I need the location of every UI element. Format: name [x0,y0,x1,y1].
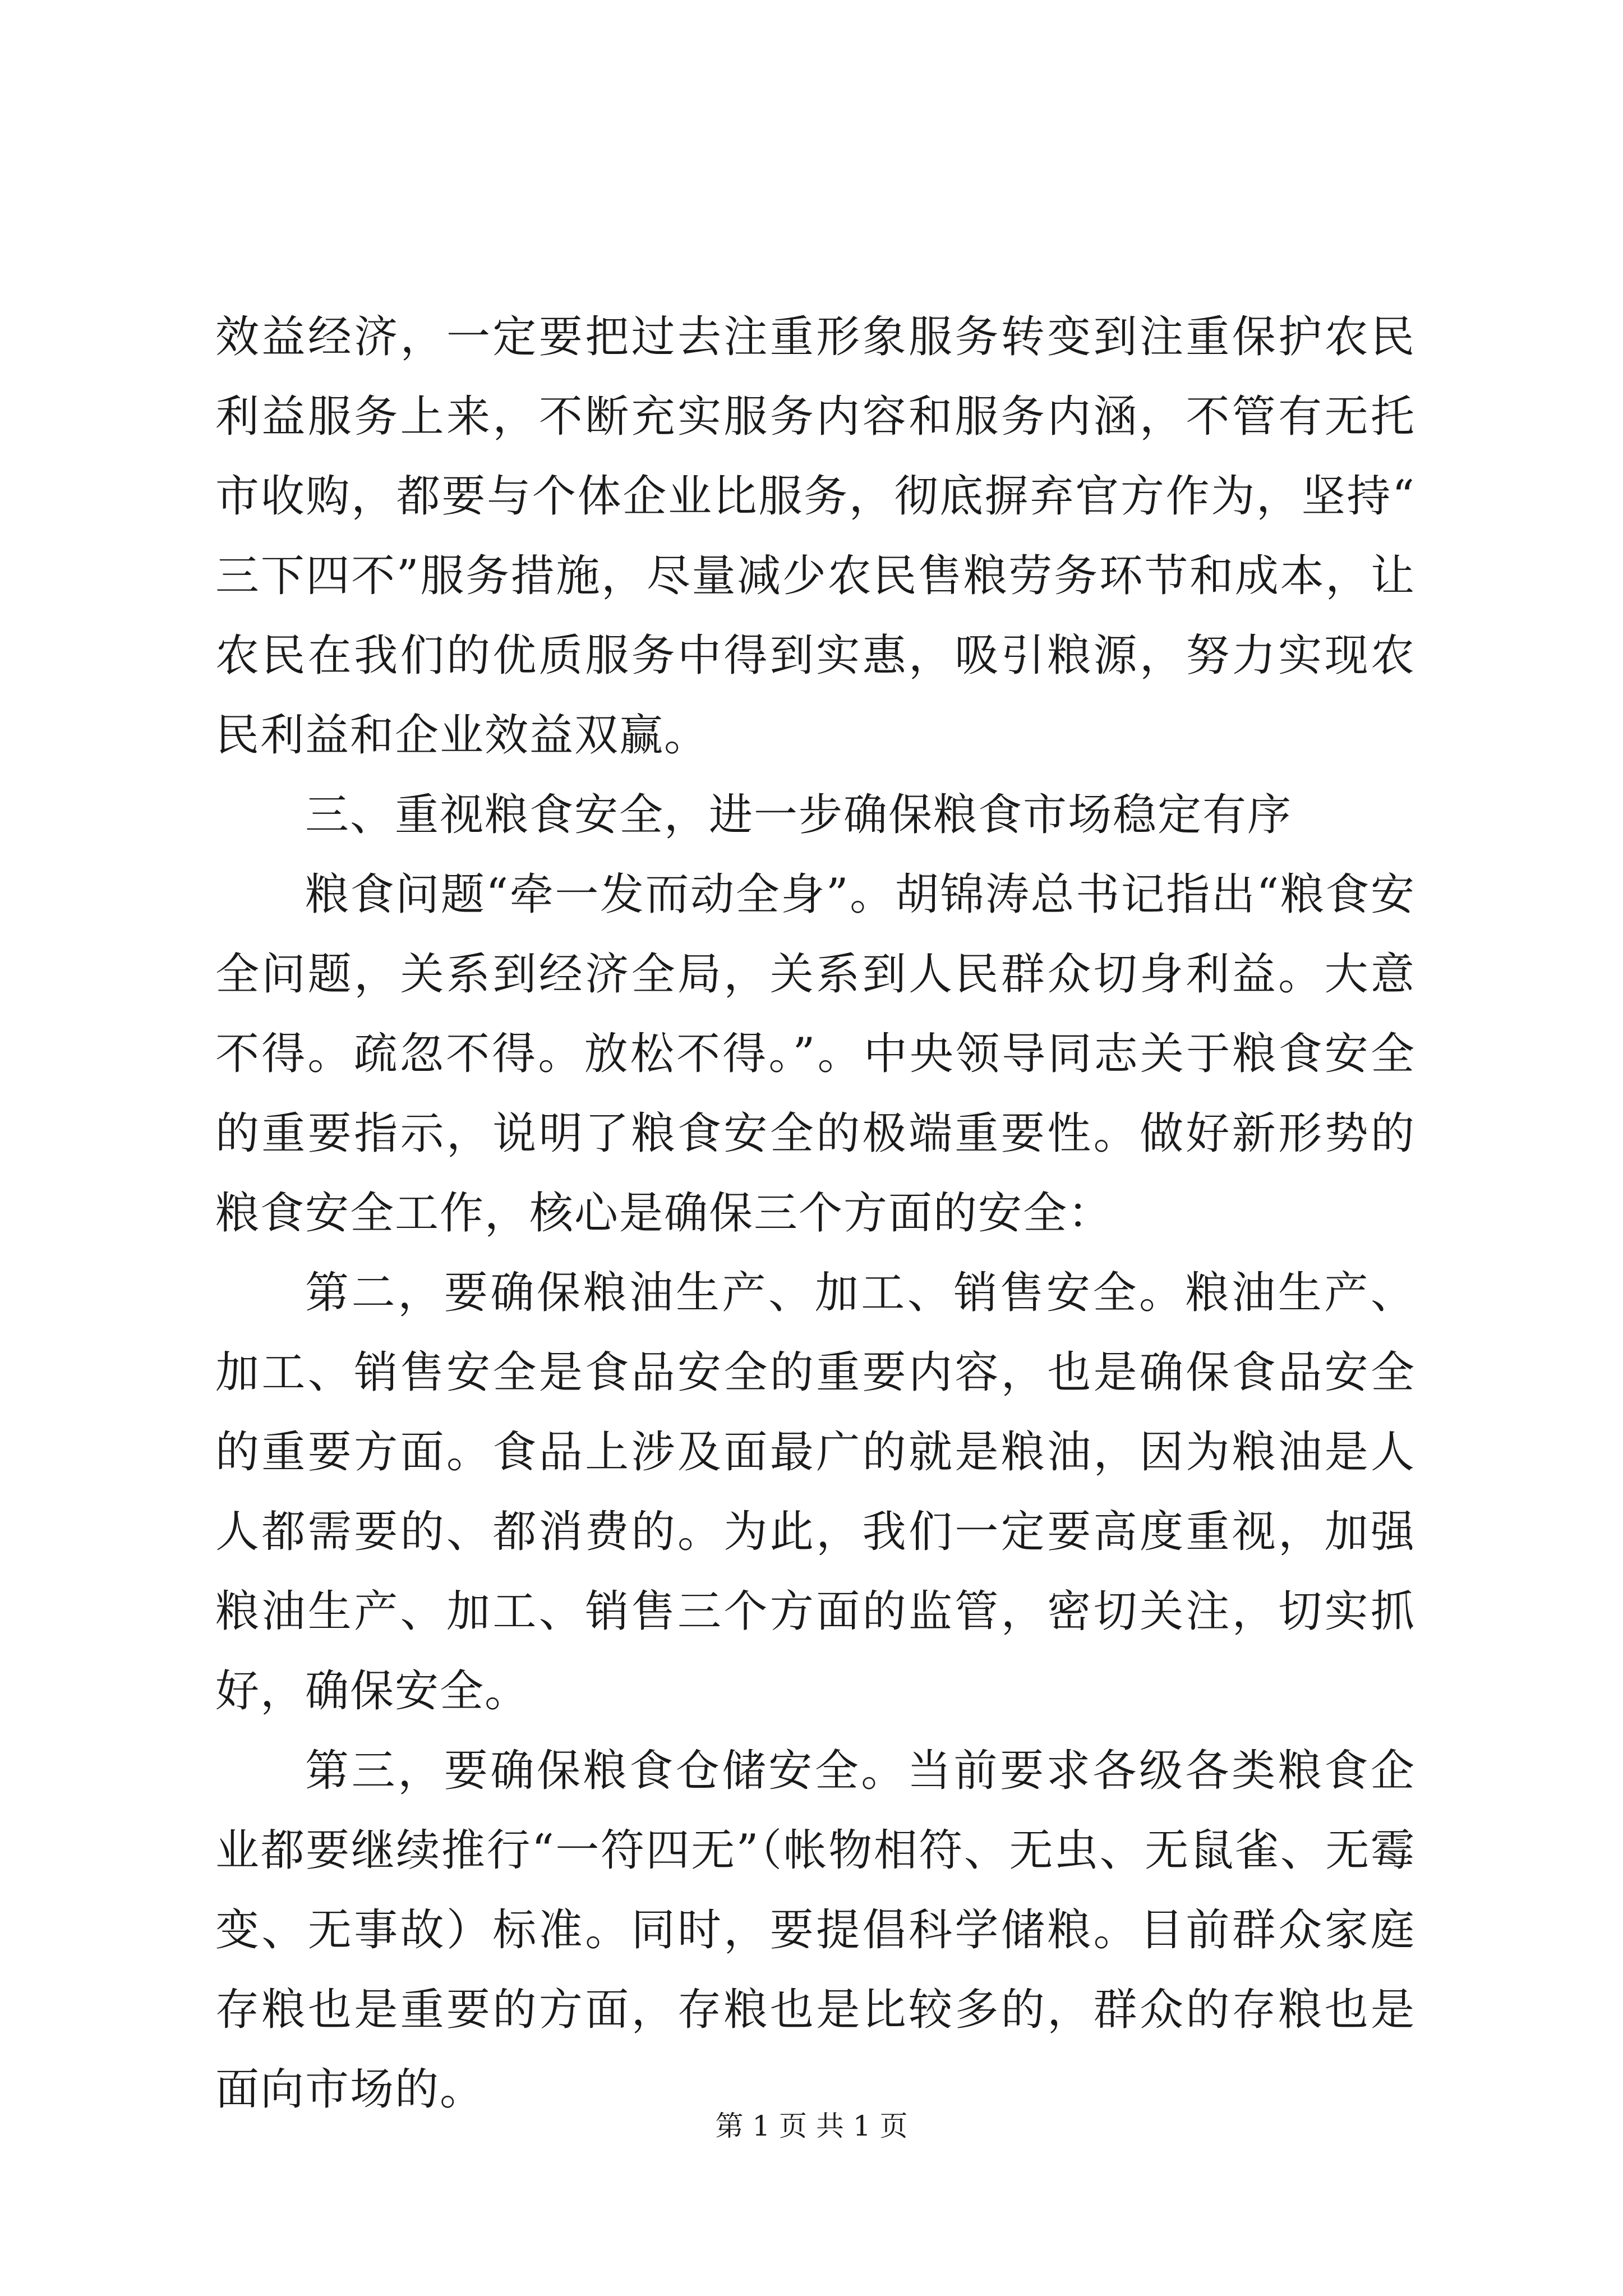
paragraph-1: 效益经济，一定要把过去注重形象服务转变到注重保护农民利益服务上来，不断充实服务内容和服务内涵，不管有无托市收购，都要与个体企业比服务，彻底摒弃官方作为，坚持“三下四不”服务措施，尽量减少农民售粮劳务环节和成本，让农民在我们的优质服务中得到实惠，吸引粮源，努力实现农民利益和企业效益双赢。 [215,312,1415,761]
paragraph-3: 第二，要确保粮油生产、加工、销售安全。粮油生产、加工、销售安全是食品安全的重要内容，也是确保食品安全的重要方面。食品上涉及面最广的就是粮油，因为粮油是人人都需要的、都消费的。为此，我们一定要高度重视，加强粮油生产、加工、销售三个方面的监管，密切关注，切实抓好，确保安全。 [215,1268,1415,1717]
paragraph-4: 第三，要确保粮食仓储安全。当前要求各级各类粮食企业都要继续推行“一符四无”（帐物相符、无虫、无鼠雀、无霉变、无事故）标准。同时，要提倡科学储粮。目前群众家庭存粮也是重要的方面，存粮也是比较多的，群众的存粮也是面向市场的。 [215,1746,1415,2115]
paragraph-2: 粮食问题“牵一发而动全身”。胡锦涛总书记指出“粮食安全问题，关系到经济全局，关系到人民群众切身利益。大意不得。疏忽不得。放松不得。”。中央领导同志关于粮食安全的重要指示，说明了粮食安全的极端重要性。做好新形势的粮食安全工作，核心是确保三个方面的安全： [215,869,1415,1239]
document-body [215,297,1415,2129]
section-heading: 三、重视粮食安全，进一步确保粮食市场稳定有序 [305,790,1293,840]
page-footer: 第 1 页 共 1 页 [715,2110,908,2142]
